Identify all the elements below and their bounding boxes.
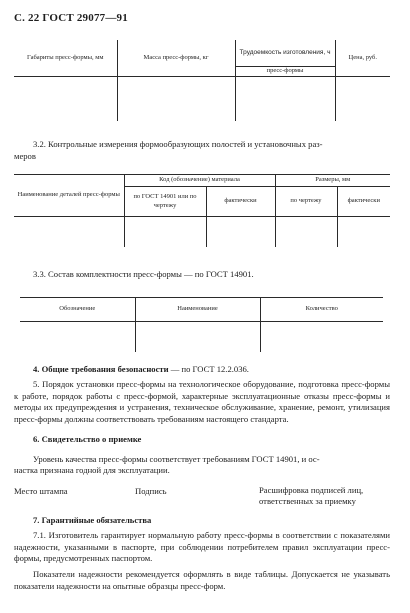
table-cell bbox=[14, 76, 117, 121]
passport-table-1 bbox=[14, 40, 390, 121]
section-6-line-1: Уровень качества пресс-формы соответствует требованиям ГОСТ 14901, и ос- bbox=[33, 454, 320, 464]
section-7-reliability-note: Показатели надежности рекомендуется оформлять в виде таблицы. Допускается не указывать показатели надежности на опытные образцы пресс-форм. bbox=[14, 569, 390, 591]
table-cell bbox=[124, 217, 206, 247]
actual-material-header: фактически bbox=[206, 187, 275, 217]
section-7-title: 7. Гарантийные обязательства bbox=[33, 515, 152, 525]
table-cell bbox=[135, 322, 260, 352]
by-gost-header: по ГОСТ 14901 или по чертежу bbox=[124, 187, 206, 217]
table-cell bbox=[206, 217, 275, 247]
section-6-title: 6. Свидетельство о приемке bbox=[33, 434, 142, 444]
col-quantity-header: Количество bbox=[260, 298, 383, 322]
section-7-1: 7.1. Изготовитель гарантирует нормальную работу пресс-формы в соответствии с показателями надежности, указанными в паспорте, при соблюдении потребителем правил эксплуатации пресс-формы, предусмотренных паспортом. bbox=[14, 530, 390, 563]
dimensions-header: Размеры, мм bbox=[275, 175, 390, 187]
table-cell bbox=[275, 217, 337, 247]
col-labor-header: Трудоемкость изготовления, ч bbox=[235, 40, 335, 66]
col-price-header: Цена, руб. bbox=[335, 40, 390, 76]
mold-subheader: пресс-формы bbox=[235, 66, 335, 76]
signature-decode-line-2: ответственных за приемку bbox=[259, 496, 356, 506]
table-cell bbox=[14, 217, 124, 247]
signature-decode-line-1: Расшифровка подписей лиц, bbox=[259, 485, 364, 495]
table-cell bbox=[117, 76, 235, 121]
by-drawing-header: по чертежу bbox=[275, 187, 337, 217]
section-5: 5. Порядок установки пресс-формы на технологическое оборудование, подготовка пресс-формы к работе, порядок работы с пресс-формой, характерные эксплуатационные отказы пресс-формы и методы их предупреждения и устранения, техническое обслуживание, хранение, ремонт, утилизация пресс-формы должны соответствовать требованиям настоящего стандарта. bbox=[14, 379, 390, 424]
table-cell bbox=[235, 76, 335, 121]
completeness-table bbox=[20, 297, 383, 352]
table-cell bbox=[337, 217, 390, 247]
material-code-header: Код (обозначение) материала bbox=[124, 175, 275, 187]
stamp-place-label: Место штампа bbox=[14, 486, 68, 496]
page-header: С. 22 ГОСТ 29077—91 bbox=[14, 12, 128, 24]
section-3-2-line-2: меров bbox=[14, 151, 36, 161]
col-name-header: Наименование bbox=[135, 298, 260, 322]
col-designation-header: Обозначение bbox=[20, 298, 135, 322]
table-cell bbox=[335, 76, 390, 121]
section-4-title: 4. Общие требования безопасности bbox=[33, 364, 169, 374]
section-4 bbox=[33, 364, 249, 374]
measurements-table bbox=[14, 174, 390, 247]
col-mass-header: Масса пресс-формы, кг bbox=[117, 40, 235, 76]
section-4-text: — по ГОСТ 12.2.036. bbox=[170, 364, 249, 374]
section-6-line-2: настка признана годной для эксплуатации. bbox=[14, 465, 170, 475]
section-3-3: 3.3. Состав комплектности пресс-формы — по ГОСТ 14901. bbox=[33, 269, 254, 279]
table-cell bbox=[260, 322, 383, 352]
col-part-name-header: Наименование деталей пресс-формы bbox=[14, 175, 124, 217]
table-cell bbox=[20, 322, 135, 352]
section-3-2-line-1: 3.2. Контрольные измерения формообразующих полостей и установочных раз- bbox=[33, 139, 323, 149]
actual-size-header: фактически bbox=[337, 187, 390, 217]
signature-label: Подпись bbox=[135, 486, 167, 496]
col-dimensions-header: Габариты пресс-формы, мм bbox=[14, 40, 117, 76]
